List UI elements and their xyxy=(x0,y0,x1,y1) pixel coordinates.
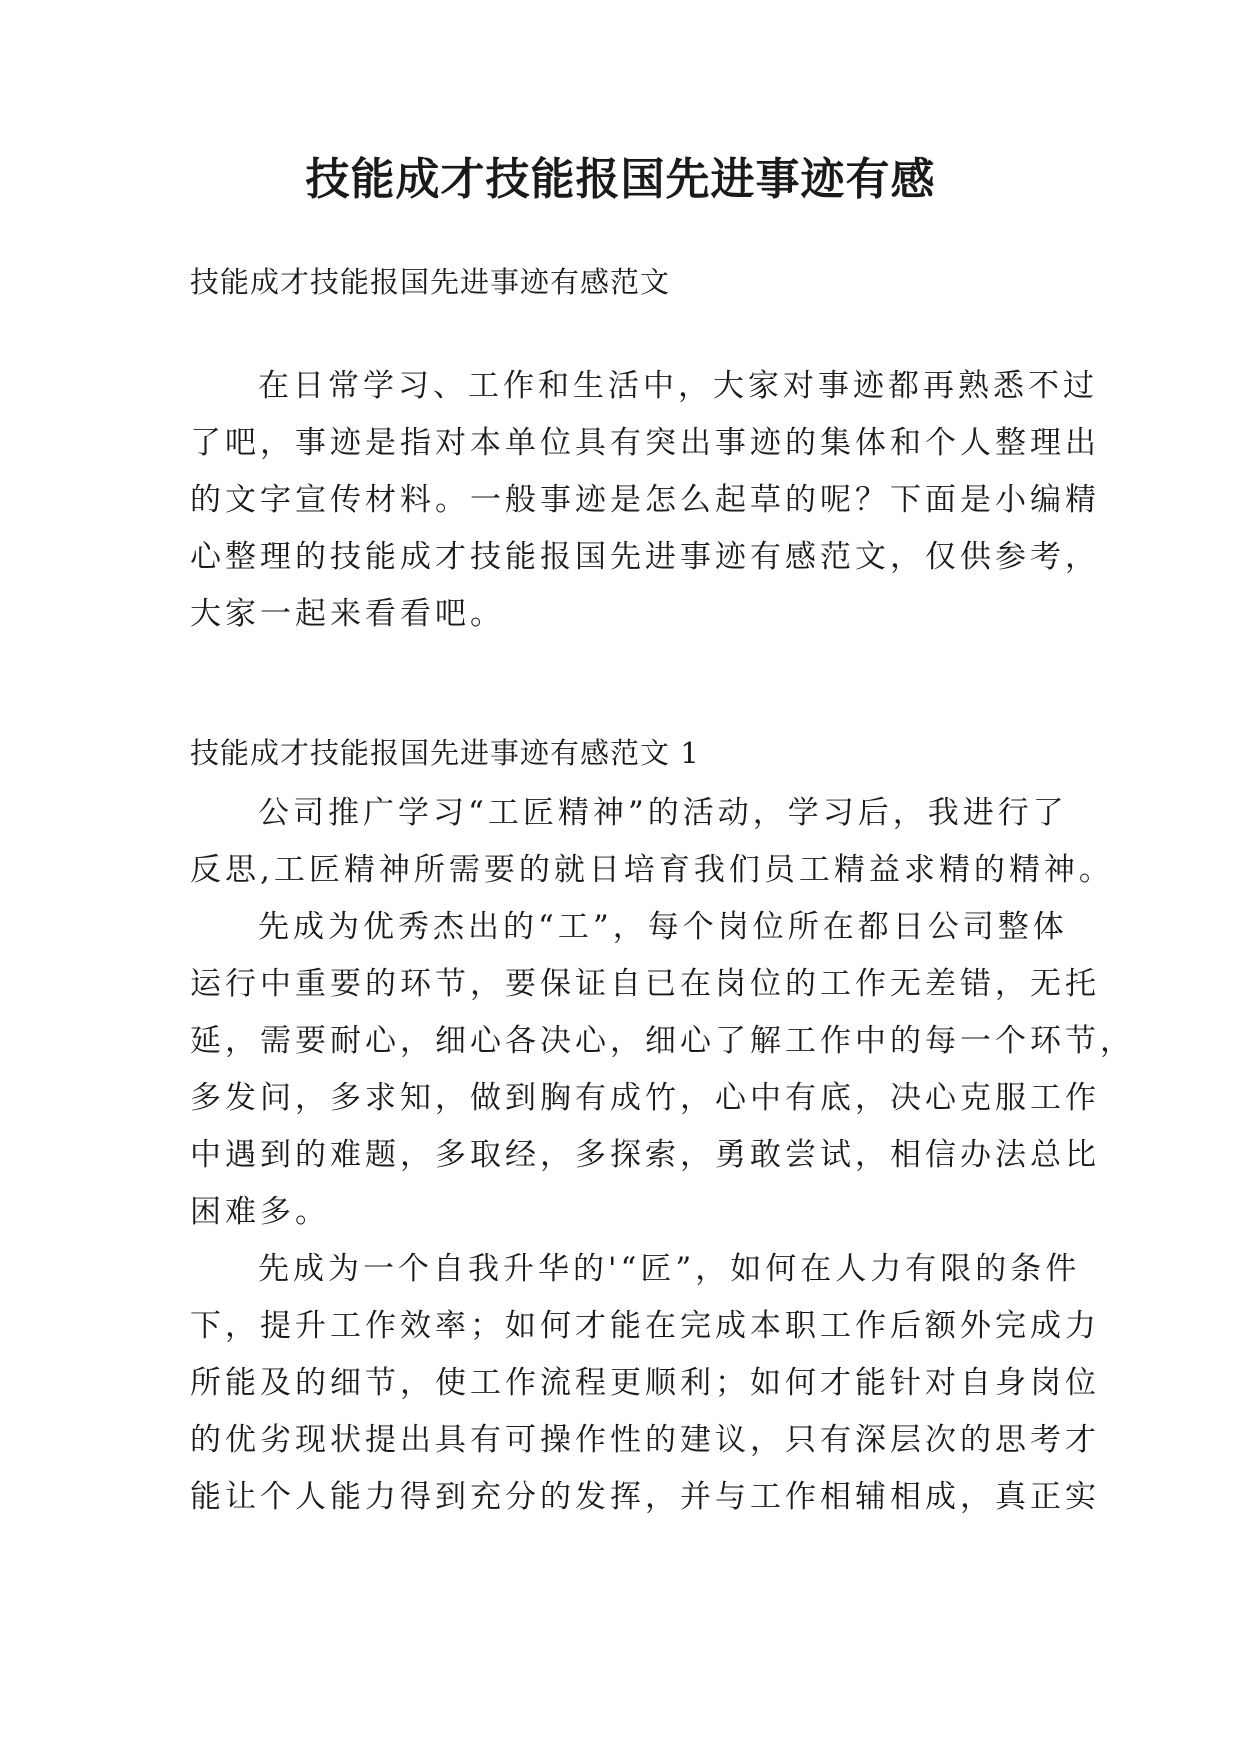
document-subtitle: 技能成才技能报国先进事迹有感范文 xyxy=(190,265,671,299)
text-line: 中遇到的难题，多取经，多探索，勇敢尝试，相信办法总比 xyxy=(190,1137,1100,1173)
text-line: 在日常学习、工作和生活中，大家对事迹都再熟悉不过 xyxy=(258,368,1098,404)
text-line: 多发问，多求知，做到胸有成竹，心中有底，决心克服工作 xyxy=(190,1080,1100,1116)
text-line: 所能及的细节，使工作流程更顺利；如何才能针对自身岗位 xyxy=(190,1365,1100,1401)
text-line: 先成为一个自我升华的'“匠”，如何在人力有限的条件 xyxy=(258,1251,1081,1287)
text-line: 下，提升工作效率；如何才能在完成本职工作后额外完成力 xyxy=(190,1308,1100,1344)
text-line: 了吧，事迹是指对本单位具有突出事迹的集体和个人整理出 xyxy=(190,425,1100,461)
text-line: 的文字宣传材料。一般事迹是怎么起草的呢？下面是小编精 xyxy=(190,482,1100,518)
text-line: 的优劣现状提出具有可操作性的建议，只有深层次的思考才 xyxy=(190,1422,1100,1458)
text-line: 困难多。 xyxy=(190,1194,330,1230)
text-line: 大家一起来看看吧。 xyxy=(190,596,505,632)
intro-paragraph xyxy=(190,358,1100,643)
document-title: 技能成才技能报国先进事迹有感 xyxy=(305,154,936,205)
text-line: 反思,工匠精神所需要的就日培育我们员工精益求精的精神。 xyxy=(190,852,1114,888)
text-line: 能让个人能力得到充分的发挥，并与工作相辅相成，真正实 xyxy=(190,1479,1100,1515)
text-line: 公司推广学习“工匠精神”的活动，学习后，我进行了 xyxy=(258,795,1068,831)
body-paragraph-2 xyxy=(190,899,1135,1241)
text-line: 运行中重要的环节，要保证自已在岗位的工作无差错，无托 xyxy=(190,966,1100,1002)
text-line: 延，需要耐心，细心各决心，细心了解工作中的每一个环节， xyxy=(190,1023,1135,1059)
text-line: 先成为优秀杰出的“工”，每个岗位所在都日公司整体 xyxy=(258,909,1068,945)
body-paragraph-3 xyxy=(190,1241,1100,1526)
section-heading: 技能成才技能报国先进事迹有感范文 1 xyxy=(190,736,700,770)
body-paragraph-1 xyxy=(190,785,1114,899)
text-line: 心整理的技能成才技能报国先进事迹有感范文，仅供参考， xyxy=(190,539,1100,575)
